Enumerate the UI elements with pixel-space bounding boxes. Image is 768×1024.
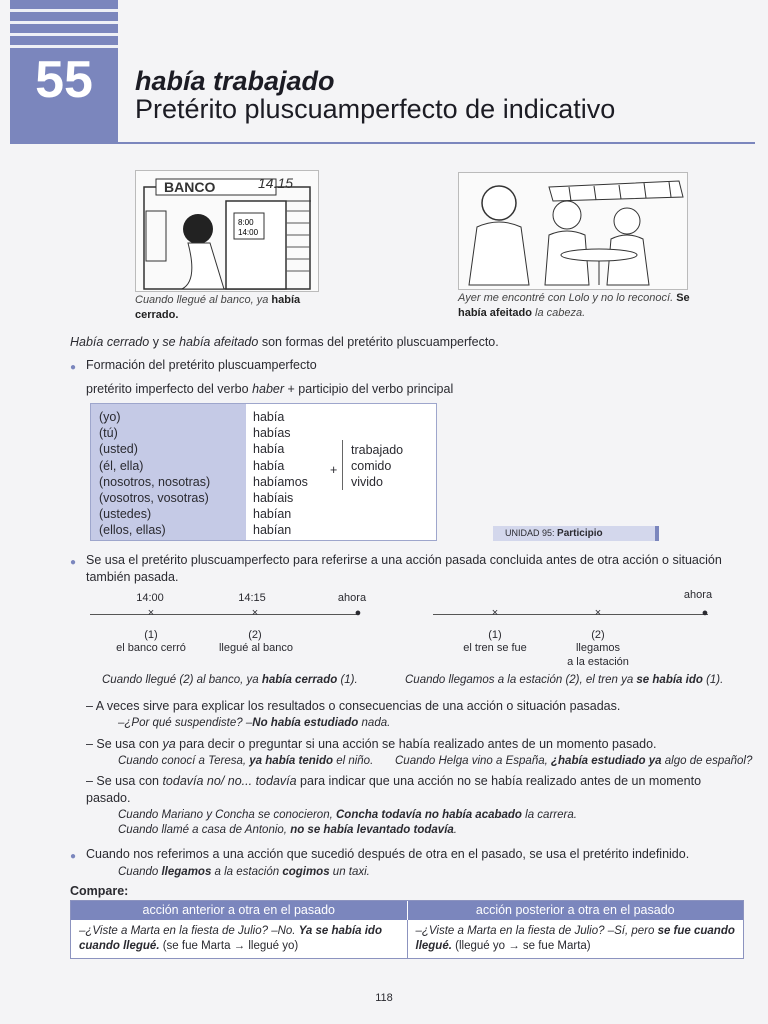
- unit-reference-participio[interactable]: UNIDAD 95: Participio: [493, 526, 659, 541]
- subrule-todavia-example1: Cuando Mariano y Concha se conocieron, Concha todavía no había acabado la carrera.: [118, 809, 577, 821]
- subrule-ya-example1: Cuando conocí a Teresa, ya había tenido el niño.: [118, 755, 374, 767]
- formation-rule: pretérito imperfecto del verbo haber + participio del verbo principal: [86, 382, 454, 396]
- timeline-left-time2: 14:15: [238, 592, 266, 604]
- haber-column: había habías había había habíamos habíais habían habían: [253, 410, 308, 538]
- timeline-right-now: ahora: [683, 589, 713, 601]
- cafe-caption: Ayer me encontré con Lolo y no lo reconocí. Se había afeitado la cabeza.: [458, 292, 690, 319]
- timeline-right-event2: llegamos a la estación: [567, 642, 629, 668]
- timeline-left-example: Cuando llegué (2) al banco, ya había cerrado (1).: [102, 674, 358, 686]
- subrule-ya-example2: Cuando Helga vino a España, ¿había estudiado ya algo de español?: [395, 755, 753, 767]
- subrule-todavia-example2: Cuando llamé a casa de Antonio, no se había levantado todavía.: [118, 824, 457, 836]
- cafe-illustration: [458, 172, 688, 290]
- timeline-left-event2: llegué al banco: [218, 642, 293, 654]
- compare-head-posterior: acción posterior a otra en el pasado: [475, 903, 675, 917]
- participle-column: trabajado comido vivido: [351, 443, 404, 490]
- participle-divider: [342, 440, 343, 490]
- timeline-right-example: Cuando llegamos a la estación (2), el tren ya se había ido (1).: [405, 674, 724, 686]
- pronoun-column: (yo) (tú) (usted) (él, ella) (nosotros, nosotras) (vosotros, vosotras) (ustedes) (ellos, ellas): [99, 410, 211, 538]
- timeline-left-mark2: ×: [251, 607, 259, 619]
- timeline-left-now: ahora: [337, 592, 367, 604]
- cafe-drawing: [459, 173, 687, 289]
- timeline-right-event1: el tren se fue: [463, 642, 527, 654]
- compare-cell-posterior: –¿Viste a Marta en la fiesta de Julio? –Sí, pero se fue cuando llegué. (llegué yo → se fue Marta): [415, 925, 735, 952]
- compare-row: [71, 920, 743, 958]
- compare-head-anterior: acción anterior a otra en el pasado: [71, 901, 408, 920]
- header-rule: [10, 142, 755, 144]
- timeline-left-num2: (2): [248, 629, 262, 641]
- unit-title-italic: había trabajado: [135, 66, 335, 96]
- timeline-right-axis: [433, 614, 708, 615]
- bank-caption: Cuando llegué al banco, ya había cerrado.: [135, 294, 301, 321]
- timeline-right-mark2: ×: [594, 607, 602, 619]
- plus-sign: +: [330, 463, 338, 477]
- timeline-right-num2: (2): [591, 629, 605, 641]
- usage-anterior-text: ● Se usa el pretérito pluscuamperfecto para referirse a una acción pasada concluida antes de otra acción o situación también pasada.: [86, 552, 736, 586]
- page-number: 118: [375, 992, 393, 1004]
- usage-posterior-text: ● Cuando nos referimos a una acción que sucedió después de otra en el pasado, se usa el pretérito indefinido.: [86, 846, 689, 863]
- svg-text:BANCO: BANCO: [164, 179, 216, 195]
- svg-text:14:00: 14:00: [238, 228, 259, 237]
- timeline-left-mark1: ×: [147, 607, 155, 619]
- intro-text: Había cerrado y se había afeitado son formas del pretérito pluscuamperfecto.: [70, 335, 499, 349]
- timeline-left-time1: 14:00: [136, 592, 164, 604]
- subrule-ya: – Se usa con ya para decir o preguntar si una acción se había realizado antes de un momento pasado.: [86, 737, 657, 751]
- subrule-consequences: – A veces sirve para explicar los resultados o consecuencias de una acción o situación pasadas.: [86, 699, 621, 713]
- compare-table: [70, 900, 744, 959]
- subrule-todavia: – Se usa con todavía no/ no... todavía para indicar que una acción no se había realizado antes de un momento pasado.: [86, 774, 702, 805]
- timeline-left-axis: [90, 614, 358, 615]
- timeline-right-mark1: ×: [491, 607, 499, 619]
- subrule-consequences-example: –¿Por qué suspendiste? –No había estudiado nada.: [118, 717, 391, 729]
- timeline-left-now-dot: ●: [354, 607, 362, 619]
- timeline-left-event1: el banco cerró: [116, 642, 186, 654]
- bank-sign-time: 14.15: [258, 175, 294, 191]
- unit-number: 55: [35, 51, 93, 109]
- timeline-left-num1: (1): [144, 629, 158, 641]
- compare-label: Compare:: [70, 884, 129, 898]
- svg-text:8:00: 8:00: [238, 218, 254, 227]
- compare-header: [71, 901, 743, 920]
- compare-cell-anterior: –¿Viste a Marta en la fiesta de Julio? –No. Ya se había ido cuando llegué. (se fue Marta → llegué yo): [71, 920, 408, 958]
- header-stripes: [10, 0, 118, 50]
- usage-posterior-example: Cuando llegamos a la estación cogimos un taxi.: [118, 866, 370, 878]
- timeline-right-now-dot: ●: [701, 607, 709, 619]
- conjugation-table: [90, 403, 437, 541]
- unit-title: Pretérito pluscuamperfecto de indicativo: [135, 94, 616, 124]
- timeline-right-num1: (1): [488, 629, 502, 641]
- formation-heading: ● Formación del pretérito pluscuamperfecto: [86, 357, 317, 374]
